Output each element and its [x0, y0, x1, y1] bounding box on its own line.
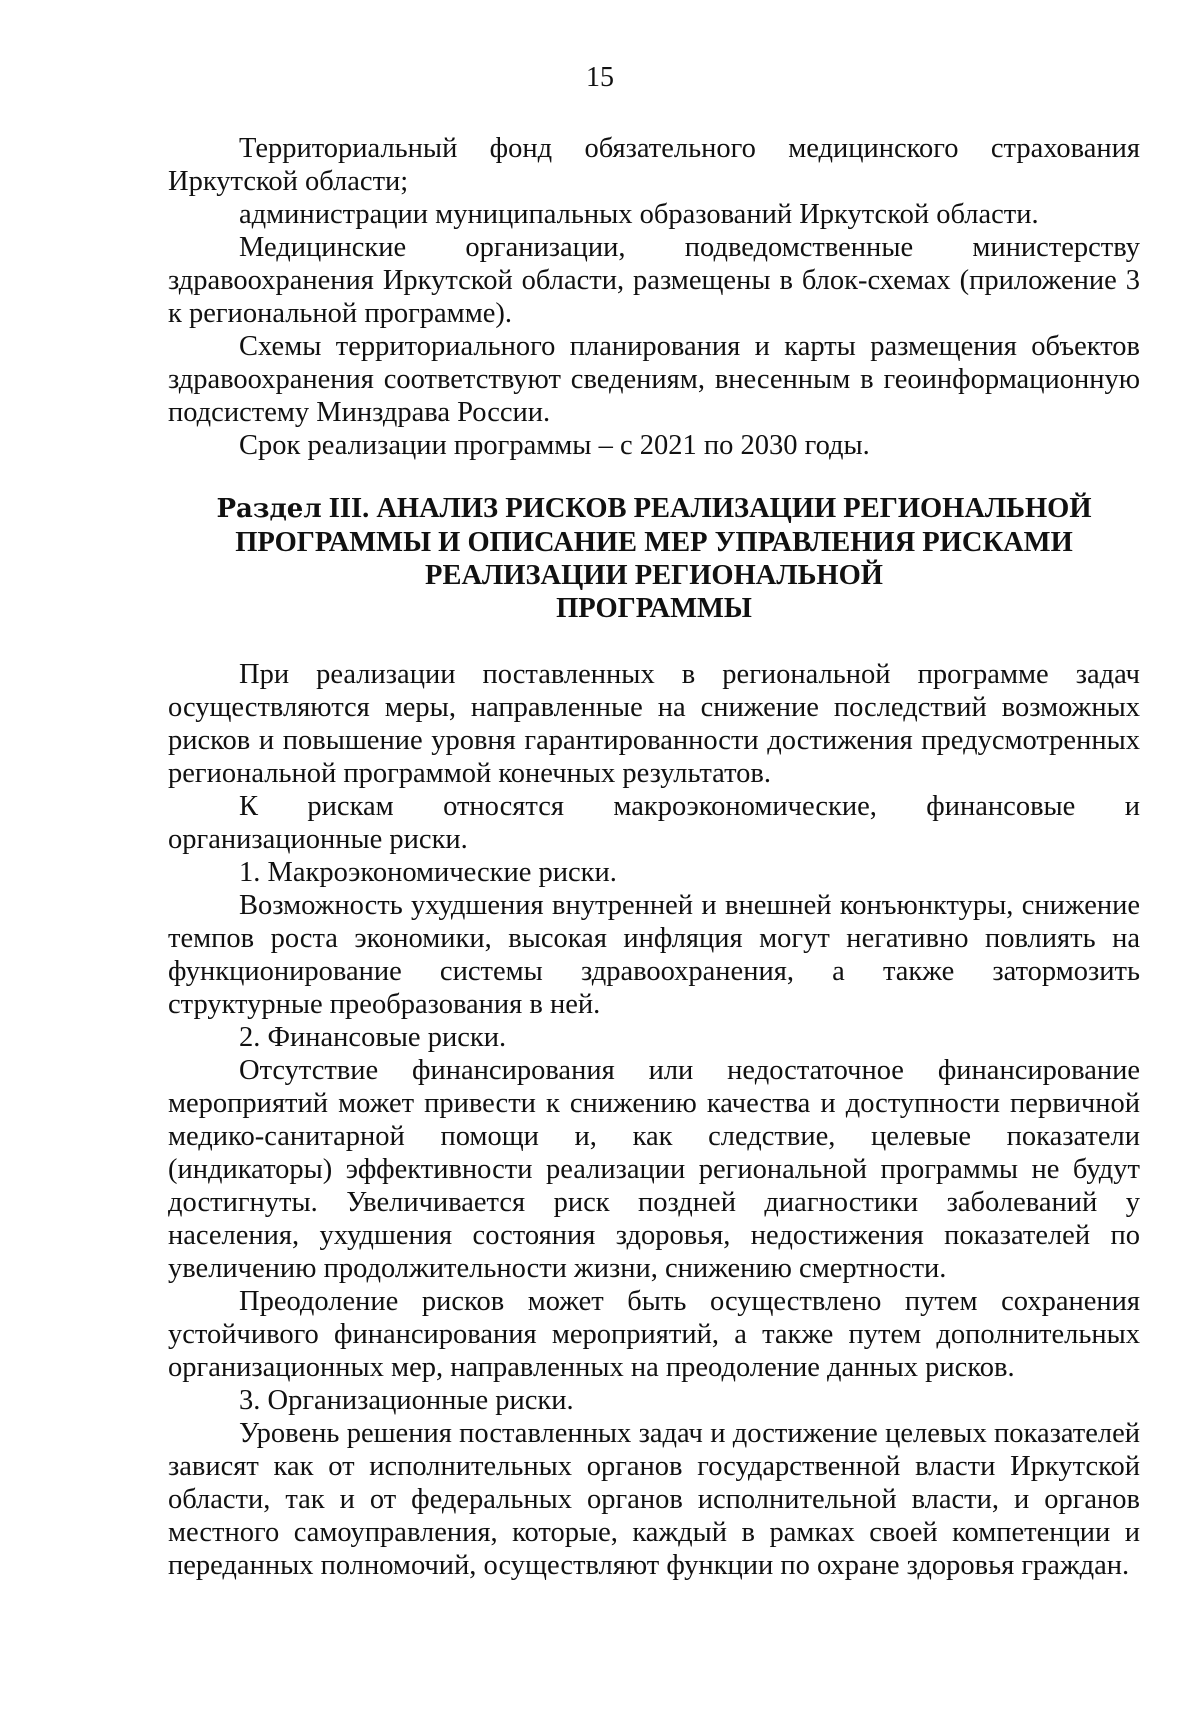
heading-line [168, 492, 1140, 526]
paragraph: Схемы территориального планирования и карты размещения объектов здравоохранения соответствуют сведениям, внесенным в геоинформационную подсистему Минздрава России. [168, 331, 1140, 428]
paragraph: К рискам относятся макроэкономические, финансовые и организационные риски. [168, 791, 1140, 855]
section-heading [168, 492, 1140, 625]
risks-section [168, 658, 1140, 1582]
paragraph: администрации муниципальных образований Иркутской области. [239, 199, 1039, 230]
paragraph: Возможность ухудшения внутренней и внешней конъюнктуры, снижение темпов роста экономики, высокая инфляция могут негативно повлиять на функционирование системы здравоохранения, а также затормозить структурные преобразования в ней. [168, 890, 1140, 1020]
paragraph: При реализации поставленных в региональной программе задач осуществляются меры, направленные на снижение последствий возможных рисков и повышение уровня гарантированности достижения предусмотренных региональной программой конечных результатов. [168, 659, 1140, 789]
paragraph: Территориальный фонд обязательного медицинского страхования Иркутской области; [168, 133, 1140, 197]
list-heading: 2. Финансовые риски. [239, 1022, 507, 1053]
list-heading: 3. Организационные риски. [239, 1385, 574, 1416]
paragraph: Преодоление рисков может быть осуществлено путем сохранения устойчивого финансирования мероприятий, а также путем дополнительных организационных мер, направленных на преодоление данных рисков. [168, 1286, 1140, 1383]
page-number: 15 [586, 62, 614, 93]
paragraph: Отсутствие финансирования или недостаточное финансирование мероприятий может привести к снижению качества и доступности первичной медико-санитарной помощи и, как следствие, целевые показатели (индикаторы) эффективности реализации региональной программы не будут достигнуты. Увеличивается риск поздней диагностики заболеваний у населения, ухудшения состояния здоровья, недостижения показателей по увеличению продолжительности жизни, снижению смертности. [168, 1055, 1140, 1284]
list-heading: 1. Макроэкономические риски. [239, 857, 617, 888]
heading-line: РЕАЛИЗАЦИИ РЕГИОНАЛЬНОЙ [425, 560, 883, 591]
heading-lead: Раздел [216, 494, 322, 524]
heading-line: ПРОГРАММЫ [556, 593, 752, 624]
paragraph: Срок реализации программы – с 2021 по 2030 годы. [239, 430, 870, 461]
intro-section [168, 132, 1140, 462]
paragraph: Медицинские организации, подведомственные министерству здравоохранения Иркутской области, размещены в блок-схемах (приложение 3 к региональной программе). [168, 232, 1140, 329]
heading-line: ПРОГРАММЫ И ОПИСАНИЕ МЕР УПРАВЛЕНИЯ РИСКАМИ [235, 527, 1073, 558]
paragraph: Уровень решения поставленных задач и достижение целевых показателей зависят как от исполнительных органов государственной власти Иркутской области, так и от федеральных органов исполнительной власти, и органов местного самоуправления, которые, каждый в рамках своей компетенции и переданных полномочий, осуществляют функции по охране здоровья граждан. [168, 1418, 1140, 1581]
heading-line-rest: III. АНАЛИЗ РИСКОВ РЕАЛИЗАЦИИ РЕГИОНАЛЬНОЙ [328, 493, 1092, 524]
